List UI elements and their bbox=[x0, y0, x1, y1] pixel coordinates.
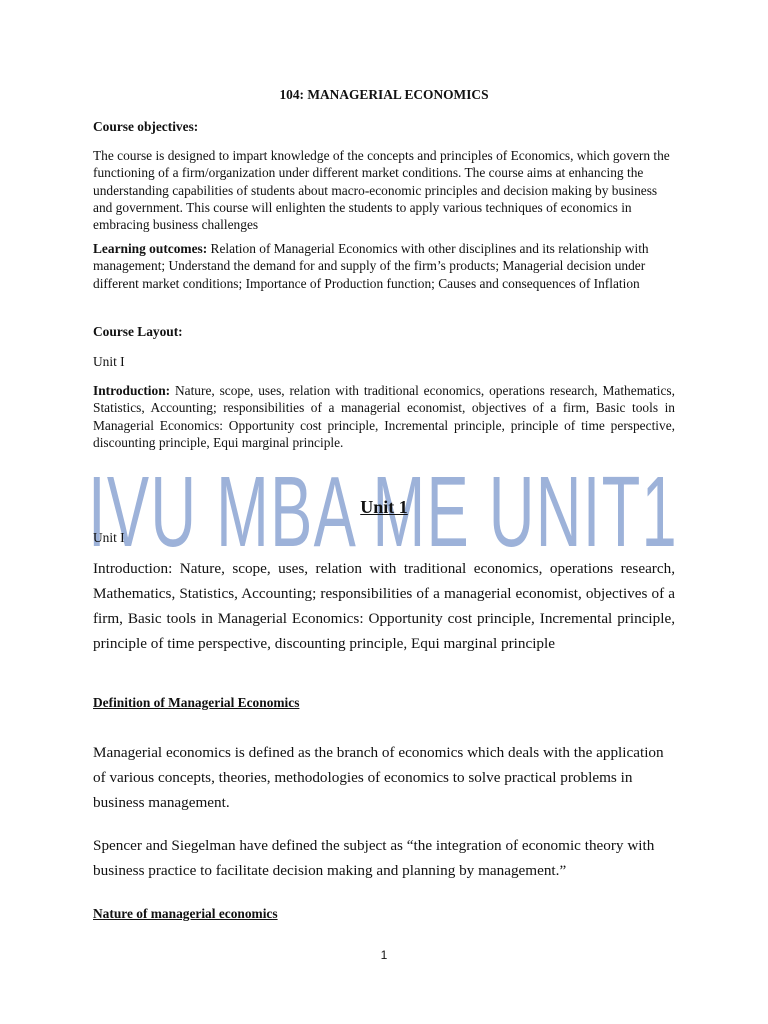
unit-label-1: Unit I bbox=[93, 354, 125, 369]
spencer-quote-paragraph: Spencer and Siegelman have defined the subject as “the integration of economic theory with business practice to facilitate decision making and planning by management.” bbox=[93, 837, 655, 879]
document-title: 104: MANAGERIAL ECONOMICS bbox=[279, 87, 489, 102]
introduction-paragraph-2: Introduction: Nature, scope, uses, relation with traditional economics, operations research, Mathematics, Statistics, Accounting; responsibilities of a managerial economist, objectives of a firm, Basic tools in Managerial Economics: Opportunity cost principle, Incremental principle, principle of time perspective, discounting principle, Equi marginal principle bbox=[93, 560, 675, 652]
unit-label-2: Unit I bbox=[93, 530, 125, 545]
watermark-text: IVU MBA ME UNIT1 bbox=[88, 456, 678, 568]
page-number: 1 bbox=[380, 948, 388, 962]
introduction-paragraph-1 bbox=[93, 382, 675, 451]
definition-paragraph: Managerial economics is defined as the branch of economics which deals with the application of various concepts, theories, methodologies of economics to solve practical problems in business management. bbox=[93, 744, 664, 811]
nature-heading: Nature of managerial economics bbox=[93, 906, 278, 921]
outcomes-text: Relation of Managerial Economics with other disciplines and its relationship with management; Understand the demand for and supply of the firm’s products; Managerial decision under different market conditions; Importance of Production function; Causes and consequences of Inflation bbox=[93, 241, 649, 291]
introduction-text-1: Nature, scope, uses, relation with traditional economics, operations research, Mathematics, Statistics, Accounting; responsibilities of a managerial economist, objectives of a firm, Basic tools in Managerial Economics: Opportunity cost principle, Incremental principle, principle of time perspective, discounting principle, Equi marginal principle. bbox=[93, 383, 675, 450]
objectives-heading: Course objectives: bbox=[93, 119, 199, 134]
course-layout-heading: Course Layout: bbox=[93, 324, 183, 339]
objectives-paragraph: The course is designed to impart knowledge of the concepts and principles of Economics, which govern the functioning of a firm/organization under different market conditions. The course aims at enhancing the understanding capabilities of students about macro-economic principles and decision making by business and government. This course will enlighten the students to apply various techniques of economics in embracing business challenges bbox=[93, 148, 670, 233]
definition-heading: Definition of Managerial Economics bbox=[93, 695, 300, 710]
outcomes-paragraph bbox=[93, 240, 675, 292]
introduction-label: Introduction: bbox=[93, 383, 171, 398]
unit-heading: Unit 1 bbox=[360, 497, 408, 517]
outcomes-label: Learning outcomes: bbox=[93, 241, 208, 256]
